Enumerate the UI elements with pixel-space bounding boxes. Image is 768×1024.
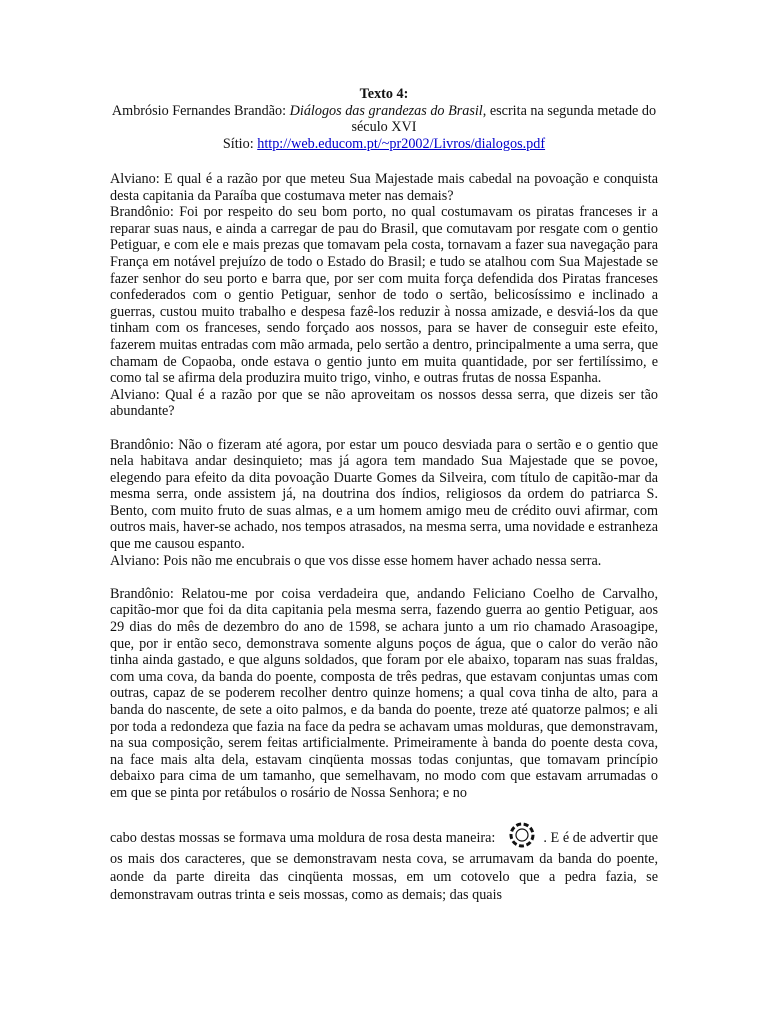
work-description: , escrita na segunda metade do século XVI — [351, 102, 657, 136]
dialogue-paragraph: Brandônio: Não o fizeram até agora, por estar um pouco desviada para o sertão e o gentio que nela habitava andar desinquieto; mas já agora tem mandado Sua Majestade que se povoe, elegendo para efeito da dita povoação Duarte Gomes da Silveira, com título de capitão-mar da mesma serra, onde assistem já, na doutrina dos índios, religiosos da ordem do patriarca S. Bento, com muito fruto de suas almas, e a um homem amigo meu de crédito ouvi afirmar, com outros mais, haver-se achado, nos tempos atrasados, na mesma serra, uma novidade e estranheza que me causou espanto. — [110, 436, 658, 553]
paragraph-spacer — [110, 420, 658, 437]
source-site — [100, 136, 668, 153]
dialogue-paragraph-with-figure — [110, 820, 658, 904]
source-link[interactable]: http://web.educom.pt/~pr2002/Livros/dialogos.pdf — [257, 135, 546, 152]
dialogue-paragraph: Brandônio: Relatou-me por coisa verdadeira que, andando Feliciano Coelho de Carvalho, capitão-mor que foi da dita capitania pela mesma serra, fazendo guerra ao gentio Petiguar, aos 29 dias do mês de dezembro do ano de 1598, se achara junto a um rio chamado Arasoagipe, que, por ir então seco, demonstrava somente alguns poços de água, que o calor do verão não tinha ainda gastado, e que alguns soldados, que foram por ele abaixo, toparam nas suas fraldas, com uma cova, da banda do poente, composta de três pedras, que estavam conjuntas umas com outras, capaz de se poderem recolher dentro quinze homens; a qual cova tinha de alto, para a banda do nascente, de sete a oito palmos, e da banda do poente, treze até quatorze palmos; e ali por toda a redondeza que fazia na face da pedra se achavam umas molduras, que demonstravam, na sua composição, serem feitas artificialmente. Primeiramente à banda do poente desta cova, na face mais alta dela, estavam cinqüenta mossas todas conjuntas, que tomavam princípio debaixo para cima de um tamanho, que semelhavam, no modo com que estavam arrumadas o em que se pinta por retábulos o rosário de Nossa Senhora; e no — [110, 585, 658, 801]
dialogue-paragraph: Alviano: E qual é a razão por que meteu Sua Majestade mais cabedal na povoação e conquista desta capitania da Paraíba que costumava meter nas demais? — [110, 171, 658, 204]
dialogue-paragraph: Brandônio: Foi por respeito do seu bom porto, no qual costumavam os piratas franceses ir a reparar suas naus, e ainda a carregar de pau do Brasil, que comutavam por resgate com o gentio Petiguar, e com ele e mais prezas que tomavam pela costa, tornavam a fazer sua navegação para França em notável prejuízo de todo o Estado do Brasil; e tudo se atalhou com Sua Majestade se fazer senhor do seu porto e barra que, por ser com muita força defendida dos Piratas franceses confederados com o gentio Petiguar, senhor de todo o sertão, belicosíssimo e inclinado a guerras, custou muito trabalho e despesa fazê-los reduzir à nossa amizade, e desviá-los da que tinham com os franceses, sendo forçado aos nossos, para se haver de conseguir este efeito, fazerem muitas entradas com mão armada, pelo sertão a dentro, principalmente a uma serra, que chamam de Copaoba, onde estava o gentio junto em muita quantidade, por ser fertilíssimo, e como tal se afirma dela produzira muito trigo, vinho, e outras frutas de nossa Espanha. — [110, 204, 658, 387]
paragraph-text-before-figure: cabo destas mossas se formava uma moldura de rosa desta maneira: — [110, 829, 496, 846]
dialogue-paragraph: Alviano: Pois não me encubrais o que vos disse esse homem haver achado nessa serra. — [110, 552, 602, 569]
work-title: Diálogos das grandezas do Brasil — [289, 102, 483, 119]
site-label: Sítio: — [222, 135, 254, 152]
text-title: Texto 4: — [359, 86, 409, 102]
paragraph-text-after-figure: . E é de advertir que os mais dos caracteres, que se demonstravam nesta cova, se arrumavam da banda do poente, aonde da parte direita das cinqüenta mossas, em um cotovelo que a pedra fazia, se demonstravam outras trinta e seis mossas, como as demais; das quais — [110, 829, 658, 903]
document-body — [110, 171, 658, 904]
source-citation — [100, 103, 668, 136]
paragraph-spacer — [110, 569, 658, 586]
dialogue-paragraph: Alviano: Qual é a razão por que se não aproveitam os nossos dessa serra, que dizeis ser tão abundante? — [110, 386, 658, 420]
author-name: Ambrósio Fernandes Brandão: — [111, 102, 287, 119]
document-header — [100, 86, 668, 152]
rose-symbol-icon — [507, 820, 537, 850]
